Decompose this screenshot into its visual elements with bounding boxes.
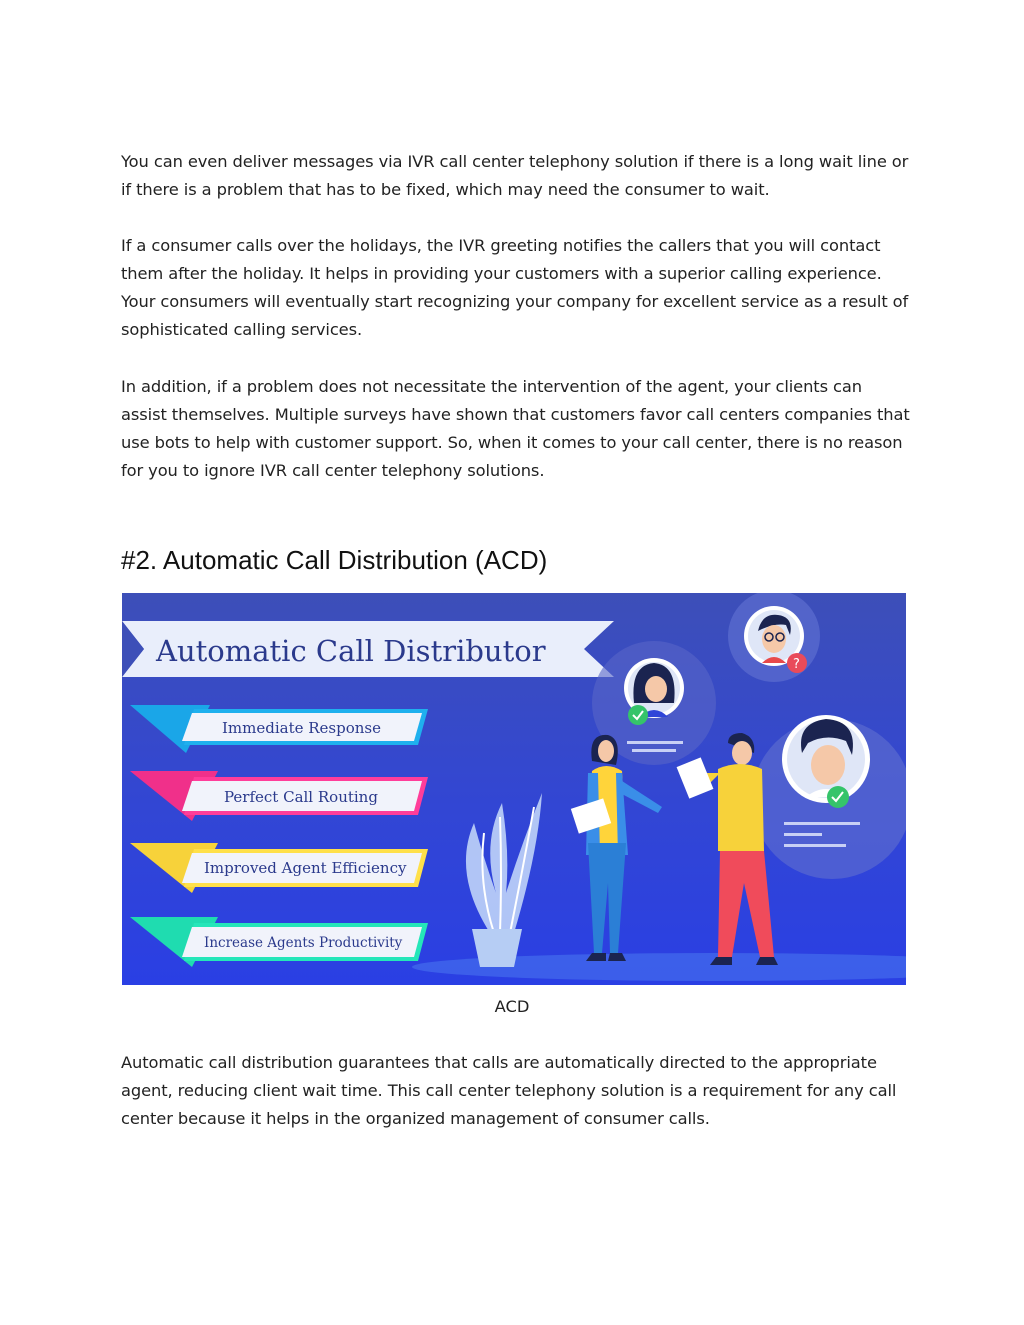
section-heading: #2. Automatic Call Distribution (ACD) bbox=[121, 545, 548, 575]
text-line-deco bbox=[632, 749, 676, 752]
banner-ribbon bbox=[122, 621, 614, 677]
plant-pot bbox=[472, 929, 522, 967]
paragraph-acd-description: Automatic call distribution guarantees that calls are automatically directed to the appropriate agent, reducing client wait time. This call center telephony solution is a requirement for any call center because it helps in the organized management of consumer calls. bbox=[121, 1053, 897, 1128]
svg-text:?: ? bbox=[793, 657, 800, 672]
feature-label-2: Perfect Call Routing bbox=[224, 788, 378, 806]
banner-title: Automatic Call Distributor bbox=[156, 634, 546, 668]
paragraph-holiday-greeting: If a consumer calls over the holidays, the IVR greeting notifies the callers that you will contact them after the holiday. It helps in providing your customers with a superior calling experience. Your consumers will eventually start recognizing your company for excellent service as a result of sophisticated calling services. bbox=[121, 236, 909, 339]
feature-label-1: Immediate Response bbox=[222, 719, 382, 737]
paragraph-self-service: In addition, if a problem does not necessitate the intervention of the agent, your clients can assist themselves. Multiple surveys have shown that customers favor call centers companies that use bots to help with customer support. So, when it comes to your call center, there is no reason for you to ignore IVR call center telephony solutions. bbox=[121, 377, 910, 480]
figure-caption: ACD bbox=[494, 997, 530, 1016]
text-line-deco bbox=[784, 822, 860, 825]
text-line-deco bbox=[784, 844, 846, 847]
check-badge-icon bbox=[628, 705, 648, 725]
text-line-deco bbox=[784, 833, 822, 836]
paragraph-ivr-messages: You can even deliver messages via IVR call center telephony solution if there is a long wait line or if there is a problem that has to be fixed, which may need the consumer to wait. bbox=[121, 152, 909, 199]
text-line-deco bbox=[627, 741, 683, 744]
feature-label-3: Improved Agent Efficiency bbox=[204, 859, 407, 877]
acd-illustration bbox=[122, 593, 906, 985]
feature-label-4: Increase Agents Productivity bbox=[204, 935, 403, 951]
